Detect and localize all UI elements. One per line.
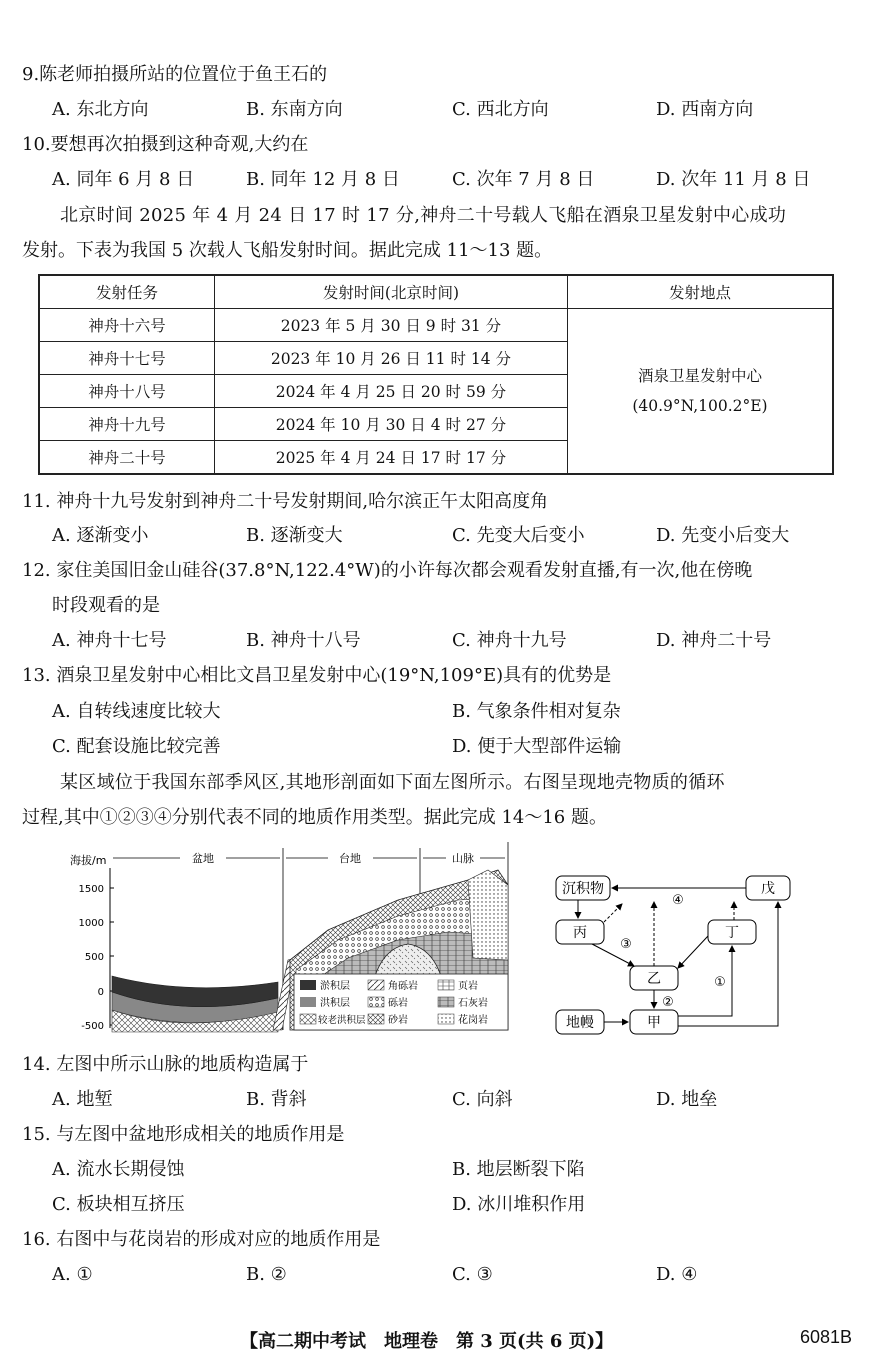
- legend-conglomerate: 砾岩: [388, 998, 408, 1009]
- node-wu: 戊: [761, 881, 775, 897]
- node-sediment: 沉积物: [562, 881, 604, 897]
- node-mantle: 地幔: [566, 1015, 594, 1031]
- site-name: 酒泉卫星发射中心: [637, 367, 762, 385]
- region-label-mountain: 山脉: [452, 852, 474, 865]
- region-label-basin: 盆地: [192, 852, 214, 865]
- q11-option-b[interactable]: B. 逐渐变大: [246, 525, 343, 546]
- q11-option-d[interactable]: D. 先变小后变大: [656, 525, 790, 546]
- legend-silt: 淤积层: [320, 981, 350, 992]
- process-label-1: ①: [714, 975, 726, 990]
- question-11-stem: 11. 神舟十九号发射到神舟二十号发射期间,哈尔滨正午太阳高度角: [22, 491, 549, 512]
- table-cell-mission: 神舟十六号: [39, 309, 214, 342]
- y-tick-0: 0: [97, 987, 104, 998]
- question-16-stem: 16. 右图中与花岗岩的形成对应的地质作用是: [22, 1229, 381, 1250]
- table-header-site: 发射地点: [567, 275, 833, 309]
- question-12-stem-line-1: 12. 家住美国旧金山硅谷(37.8°N,122.4°W)的小许每次都会观看发射直播,有一次,他在傍晚: [22, 560, 753, 581]
- footer-title: 【高二期中考试 地理卷 第 3 页(共 6 页)】: [240, 1331, 614, 1352]
- intro-paragraph-2-line-1: 某区域位于我国东部季风区,其地形剖面如下面左图所示。右图呈现地壳物质的循环: [60, 772, 725, 793]
- table-cell-site: [567, 309, 833, 475]
- question-9-stem: 9.陈老师拍摄所站的位置位于鱼王石的: [22, 64, 328, 85]
- node-yi: 乙: [647, 971, 661, 987]
- intro-paragraph-2-line-2: 过程,其中①②③④分别代表不同的地质作用类型。据此完成 14～16 题。: [22, 807, 607, 828]
- intro-paragraph-1-line-1: 北京时间 2025 年 4 月 24 日 17 时 17 分,神舟二十号载人飞船在酒泉卫星发射中心成功: [60, 205, 787, 226]
- q14-option-c[interactable]: C. 向斜: [452, 1089, 513, 1110]
- q11-option-a[interactable]: A. 逐渐变小: [52, 525, 149, 546]
- legend-breccia: 角砾岩: [388, 981, 418, 992]
- legend-old-flood: 较老洪积层: [318, 1015, 366, 1026]
- q10-option-a[interactable]: A. 同年 6 月 8 日: [52, 169, 195, 190]
- terrain-profile-figure: [68, 840, 518, 1040]
- q14-option-d[interactable]: D. 地垒: [656, 1089, 718, 1110]
- question-10-stem: 10.要想再次拍摄到这种奇观,大约在: [22, 134, 309, 155]
- table-header-row: [39, 275, 833, 309]
- q12-option-a[interactable]: A. 神舟十七号: [52, 630, 167, 651]
- table-header-time: 发射时间(北京时间): [214, 275, 567, 309]
- table-cell-time: 2025 年 4 月 24 日 17 时 17 分: [214, 441, 567, 475]
- q14-option-a[interactable]: A. 地堑: [52, 1089, 113, 1110]
- q10-option-c[interactable]: C. 次年 7 月 8 日: [452, 169, 595, 190]
- q15-option-b[interactable]: B. 地层断裂下陷: [452, 1159, 585, 1180]
- y-tick-neg500: -500: [81, 1021, 104, 1032]
- q9-option-a[interactable]: A. 东北方向: [52, 99, 149, 120]
- launch-table: [38, 274, 834, 475]
- q15-option-c[interactable]: C. 板块相互挤压: [52, 1194, 185, 1215]
- rock-cycle-figure: [548, 868, 808, 1040]
- q15-option-d[interactable]: D. 冰川堆积作用: [452, 1194, 586, 1215]
- intro-paragraph-1-line-2: 发射。下表为我国 5 次载人飞船发射时间。据此完成 11～13 题。: [22, 240, 553, 261]
- table-row: [39, 309, 833, 342]
- table-cell-time: 2024 年 10 月 30 日 4 时 27 分: [214, 408, 567, 441]
- q9-option-c[interactable]: C. 西北方向: [452, 99, 549, 120]
- q13-option-c[interactable]: C. 配套设施比较完善: [52, 736, 221, 757]
- q9-option-b[interactable]: B. 东南方向: [246, 99, 343, 120]
- q13-option-b[interactable]: B. 气象条件相对复杂: [452, 701, 621, 722]
- y-tick-500: 500: [84, 952, 104, 963]
- q16-option-d[interactable]: D. ④: [656, 1264, 698, 1285]
- question-13-stem: 13. 酒泉卫星发射中心相比文昌卫星发射中心(19°N,109°E)具有的优势是: [22, 665, 612, 686]
- footer-code: 6081B: [800, 1327, 853, 1347]
- table-header-mission: 发射任务: [39, 275, 214, 309]
- q14-option-b[interactable]: B. 背斜: [246, 1089, 307, 1110]
- q12-option-c[interactable]: C. 神舟十九号: [452, 630, 567, 651]
- question-12-stem-line-2: 时段观看的是: [52, 595, 160, 616]
- q16-option-a[interactable]: A. ①: [52, 1264, 93, 1285]
- legend-granite: 花岗岩: [458, 1015, 488, 1026]
- node-bing: 丙: [573, 925, 587, 941]
- table-cell-time: 2023 年 10 月 26 日 11 时 14 分: [214, 342, 567, 375]
- question-15-stem: 15. 与左图中盆地形成相关的地质作用是: [22, 1124, 345, 1145]
- q15-option-a[interactable]: A. 流水长期侵蚀: [52, 1159, 185, 1180]
- process-label-4: ④: [672, 893, 684, 908]
- legend-shale: 页岩: [458, 981, 478, 992]
- table-cell-time: 2023 年 5 月 30 日 9 时 31 分: [214, 309, 567, 342]
- q13-option-a[interactable]: A. 自转线速度比较大: [52, 701, 221, 722]
- site-coordinates: (40.9°N,100.2°E): [632, 397, 768, 415]
- process-label-3: ③: [620, 937, 632, 952]
- process-label-2: ②: [662, 995, 674, 1010]
- legend-flood: 洪积层: [320, 998, 350, 1009]
- region-label-tableland: 台地: [339, 852, 361, 865]
- q12-option-b[interactable]: B. 神舟十八号: [246, 630, 361, 651]
- q11-option-c[interactable]: C. 先变大后变小: [452, 525, 585, 546]
- table-cell-mission: 神舟十七号: [39, 342, 214, 375]
- legend-sandstone: 砂岩: [388, 1015, 408, 1026]
- q16-option-c[interactable]: C. ③: [452, 1264, 493, 1285]
- table-cell-time: 2024 年 4 月 25 日 20 时 59 分: [214, 375, 567, 408]
- y-axis-label: 海拔/m: [70, 854, 107, 867]
- table-cell-mission: 神舟十八号: [39, 375, 214, 408]
- q10-option-d[interactable]: D. 次年 11 月 8 日: [656, 169, 811, 190]
- table-cell-mission: 神舟二十号: [39, 441, 214, 475]
- legend-limestone: 石灰岩: [458, 998, 488, 1009]
- node-ding: 丁: [725, 925, 739, 941]
- q9-option-d[interactable]: D. 西南方向: [656, 99, 754, 120]
- q12-option-d[interactable]: D. 神舟二十号: [656, 630, 772, 651]
- question-14-stem: 14. 左图中所示山脉的地质构造属于: [22, 1054, 309, 1075]
- y-tick-1500: 1500: [78, 884, 104, 895]
- node-jia: 甲: [647, 1015, 661, 1031]
- y-tick-1000: 1000: [78, 918, 104, 929]
- q13-option-d[interactable]: D. 便于大型部件运输: [452, 736, 622, 757]
- table-cell-mission: 神舟十九号: [39, 408, 214, 441]
- q10-option-b[interactable]: B. 同年 12 月 8 日: [246, 169, 400, 190]
- q16-option-b[interactable]: B. ②: [246, 1264, 287, 1285]
